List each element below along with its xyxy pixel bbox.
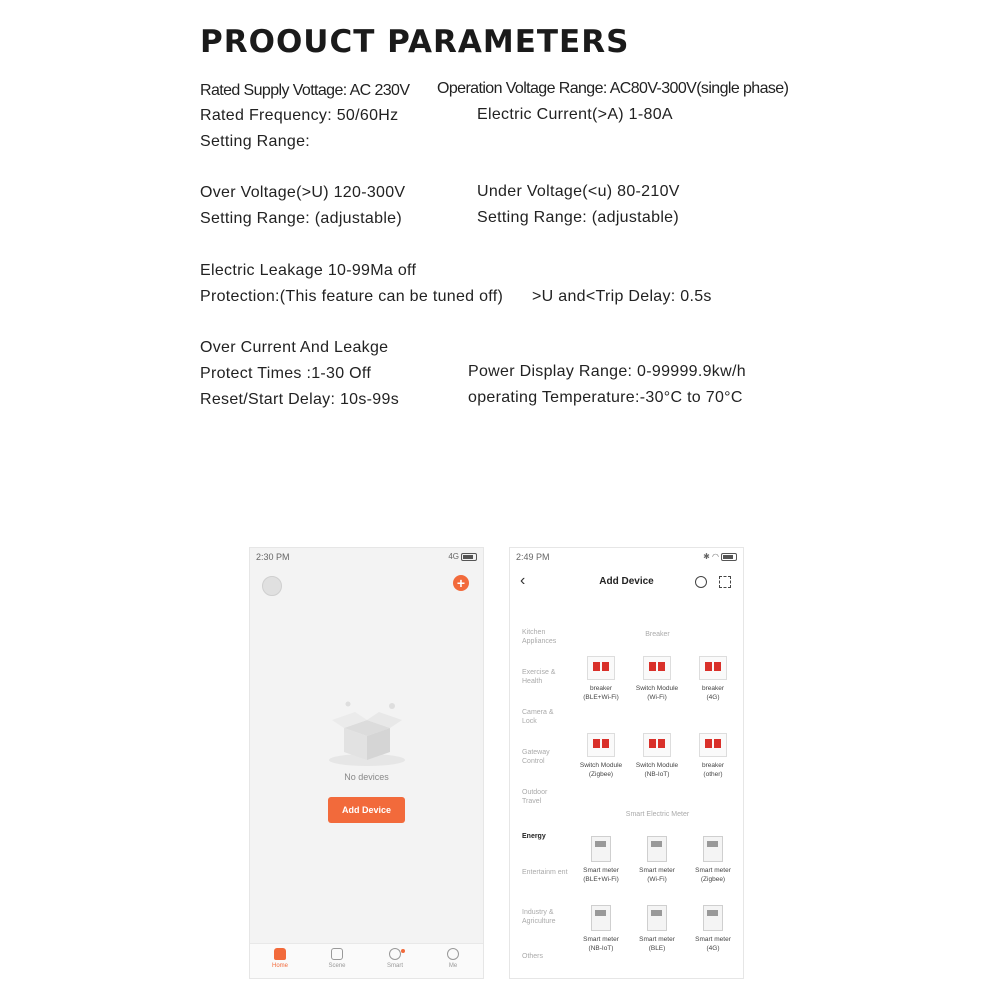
device-name: Smart meter	[695, 867, 731, 874]
device-variant: (BLE)	[648, 944, 666, 952]
category-gateway[interactable]: Gateway Control	[522, 749, 550, 765]
tab-home-label: Home	[271, 963, 288, 969]
spec-operation-voltage-range: Operation Voltage Range: AC80V-300V(single phase)	[437, 80, 789, 97]
breaker-icon	[587, 733, 615, 757]
spec-rated-supply-voltage: Rated Supply Vottage: AC 230V	[200, 82, 410, 99]
device-name: Smart meter	[639, 867, 675, 874]
breaker-icon	[699, 656, 727, 680]
spec-over-voltage: Over Voltage(>U) 120-300V	[200, 184, 406, 201]
tab-me[interactable]	[433, 948, 473, 969]
signal-indicator: 4G	[448, 552, 459, 561]
spec-rated-frequency: Rated Frequency: 50/60Hz	[200, 107, 399, 124]
device-variant: (NB-IoT)	[588, 944, 614, 952]
spec-protection: Protection:(This feature can be tuned off)	[200, 288, 504, 305]
device-item[interactable]	[632, 836, 682, 884]
device-name: breaker	[701, 685, 725, 692]
tab-smart[interactable]	[375, 948, 415, 969]
device-item[interactable]	[576, 733, 626, 779]
device-variant: (Wi-Fi)	[647, 875, 667, 883]
qr-scan-icon[interactable]	[719, 576, 731, 588]
breaker-icon	[699, 733, 727, 757]
plus-icon[interactable]: +	[453, 575, 469, 591]
family-avatar-icon[interactable]	[262, 576, 282, 596]
device-item[interactable]	[688, 656, 738, 702]
device-item[interactable]	[688, 733, 738, 779]
breaker-icon	[643, 656, 671, 680]
spec-setting-range: Setting Range:	[200, 133, 311, 150]
device-item[interactable]	[632, 905, 682, 953]
device-name: Smart meter	[583, 867, 619, 874]
tab-me-label: Me	[448, 963, 458, 969]
device-variant: (other)	[703, 770, 723, 778]
category-outdoor[interactable]: Outdoor Travel	[522, 789, 548, 805]
spec-electric-leakage: Electric Leakage 10-99Ma off	[200, 262, 417, 279]
spec-over-current-leakage: Over Current And Leakge	[200, 339, 389, 356]
wifi-bluetooth-icons: ✱ ◠	[703, 552, 719, 561]
scene-icon	[331, 948, 343, 960]
home-icon	[274, 948, 286, 960]
smart-icon	[389, 948, 401, 960]
tab-home[interactable]	[260, 948, 300, 969]
category-energy[interactable]: Energy	[522, 833, 546, 840]
device-variant: (BLE+Wi-Fi)	[583, 693, 619, 701]
home-screen	[250, 548, 483, 978]
breaker-icon	[587, 656, 615, 680]
battery-icon	[721, 553, 737, 561]
tab-smart-label: Smart	[386, 963, 403, 969]
spec-under-voltage-setting-range: Setting Range: (adjustable)	[477, 209, 679, 226]
empty-box-icon	[326, 698, 408, 768]
smart-meter-icon	[591, 905, 611, 931]
tab-scene[interactable]	[317, 948, 357, 969]
spec-trip-delay: >U and<Trip Delay: 0.5s	[532, 288, 712, 305]
device-item[interactable]	[576, 905, 626, 953]
smart-meter-icon	[703, 836, 723, 862]
device-item[interactable]	[576, 836, 626, 884]
user-icon	[447, 948, 459, 960]
smart-meter-icon	[591, 836, 611, 862]
spec-electric-current: Electric Current(>A) 1-80A	[477, 106, 673, 123]
status-bar	[250, 548, 483, 566]
section-smart-meter: Smart Electric Meter	[625, 811, 690, 818]
section-breaker: Breaker	[645, 631, 670, 638]
status-bar	[510, 548, 743, 566]
spec-protect-times: Protect Times :1-30 Off	[200, 365, 372, 382]
device-item[interactable]	[688, 905, 738, 953]
back-icon[interactable]: ‹	[520, 572, 526, 589]
empty-state-text: No devices	[344, 772, 389, 782]
device-name: Smart meter	[583, 936, 619, 943]
device-name: Switch Module	[635, 685, 679, 692]
category-entertainment[interactable]: Entertainm ent	[522, 869, 568, 876]
device-variant: (Wi-Fi)	[647, 693, 667, 701]
spec-under-voltage: Under Voltage(<u) 80-210V	[477, 183, 680, 200]
spec-over-voltage-setting-range: Setting Range: (adjustable)	[200, 210, 402, 227]
status-time: 2:49 PM	[516, 552, 550, 562]
device-item[interactable]	[576, 656, 626, 702]
screen-title: Add Device	[599, 576, 654, 587]
device-item[interactable]	[632, 733, 682, 779]
category-exercise[interactable]: Exercise & Health	[522, 669, 556, 685]
device-variant: (BLE+Wi-Fi)	[583, 875, 619, 883]
device-name: breaker	[701, 762, 725, 769]
add-device-button[interactable]: Add Device	[328, 797, 405, 823]
device-item[interactable]	[688, 836, 738, 884]
smart-meter-icon	[647, 905, 667, 931]
spec-operating-temperature: operating Temperature:-30°C to 70°C	[468, 389, 743, 406]
smart-meter-icon	[647, 836, 667, 862]
add-device-screen	[510, 548, 743, 978]
status-time: 2:30 PM	[256, 552, 290, 562]
device-name: breaker	[589, 685, 613, 692]
device-name: Switch Module	[635, 762, 679, 769]
bottom-tab-bar	[250, 943, 483, 978]
category-others[interactable]: Others	[522, 953, 544, 960]
battery-icon	[461, 553, 477, 561]
category-kitchen[interactable]: Kitchen Appliances	[522, 629, 557, 645]
device-variant: (Zigbee)	[588, 770, 614, 778]
device-variant: (NB-IoT)	[644, 770, 670, 778]
device-name: Smart meter	[639, 936, 675, 943]
smart-meter-icon	[703, 905, 723, 931]
category-industry[interactable]: Industry & Agriculture	[522, 909, 556, 925]
category-camera[interactable]: Camera & Lock	[522, 709, 554, 725]
device-variant: (Zigbee)	[700, 875, 726, 883]
device-name: Switch Module	[579, 762, 623, 769]
device-variant: (4G)	[706, 944, 720, 952]
tab-scene-label: Scene	[328, 963, 346, 969]
device-name: Smart meter	[695, 936, 731, 943]
device-variant: (4G)	[706, 693, 720, 701]
auto-scan-icon[interactable]	[695, 576, 707, 588]
spec-reset-start-delay: Reset/Start Delay: 10s-99s	[200, 391, 399, 408]
breaker-icon	[643, 733, 671, 757]
notification-dot	[401, 949, 405, 953]
device-item[interactable]	[632, 656, 682, 702]
spec-power-display-range: Power Display Range: 0-99999.9kw/h	[468, 363, 746, 380]
page-title: PROOUCT PARAMETERS	[200, 24, 630, 60]
